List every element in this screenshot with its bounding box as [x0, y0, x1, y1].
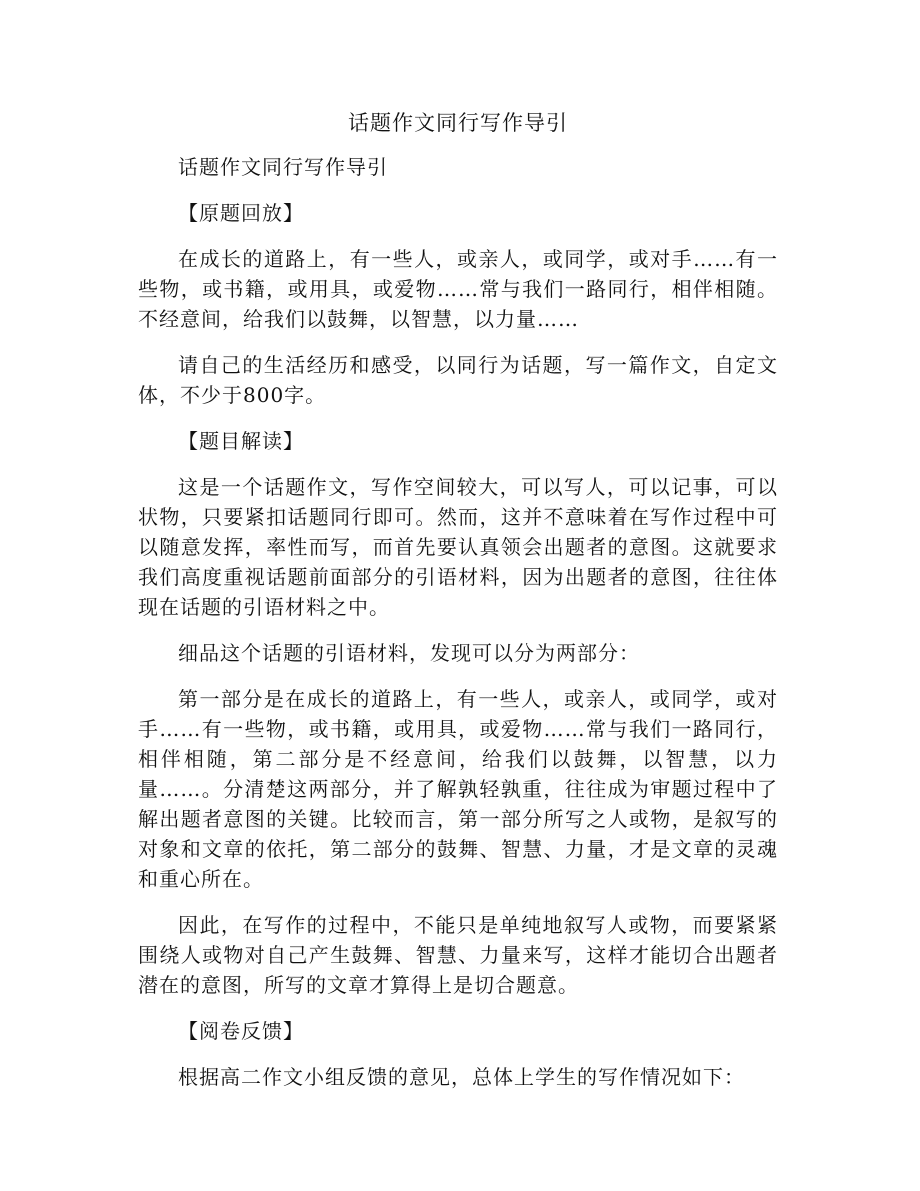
- paragraph-analysis: 第一部分是在成长的道路上，有一些人，或亲人，或同学，或对手……有一些物，或书籍，或用具，或爱物……常与我们一路同行，相伴相随，第二部分是不经意间，给我们以鼓舞，以智慧，以力量……。分清楚这两部分，并了解孰轻孰重，往往成为审题过程中了解出题者意图的关键。比较而言，第一部分所写之人或物，是叙写的对象和文章的依托，第二部分的鼓舞、智慧、力量，才是文章的灵魂和重心所在。: [138, 687, 778, 891]
- subtitle-paragraph: 话题作文同行写作导引: [178, 155, 388, 179]
- paragraph-requirement: 请自己的生活经历和感受，以同行为话题，写一篇作文，自定文体，不少于800字。: [138, 353, 778, 407]
- paragraph-conclusion: 因此，在写作的过程中，不能只是单纯地叙写人或物，而要紧紧围绕人或物对自己产生鼓舞、智慧、力量来写，这样才能切合出题者潜在的意图，所写的文章才算得上是切合题意。: [138, 913, 778, 997]
- section-heading-original-question: 【原题回放】: [178, 201, 304, 225]
- document-body: [138, 152, 778, 1108]
- document-title: 话题作文同行写作导引: [348, 111, 568, 135]
- paragraph-feedback: 根据高二作文小组反馈的意见，总体上学生的写作情况如下：: [178, 1065, 745, 1089]
- section-heading-feedback: 【阅卷反馈】: [178, 1019, 304, 1043]
- paragraph-two-parts: 细品这个话题的引语材料，发现可以分为两部分：: [178, 641, 640, 665]
- section-heading-interpretation: 【题目解读】: [178, 429, 304, 453]
- paragraph-interpretation: 这是一个话题作文，写作空间较大，可以写人，可以记事，可以状物，只要紧扣话题同行即可。然而，这并不意味着在写作过程中可以随意发挥，率性而写，而首先要认真领会出题者的意图。这就要求我们高度重视话题前面部分的引语材料，因为出题者的意图，往往体现在话题的引语材料之中。: [138, 475, 778, 619]
- paragraph-prompt: 在成长的道路上，有一些人，或亲人，或同学，或对手……有一些物，或书籍，或用具，或爱物……常与我们一路同行，相伴相随。不经意间，给我们以鼓舞，以智慧，以力量……: [138, 247, 778, 331]
